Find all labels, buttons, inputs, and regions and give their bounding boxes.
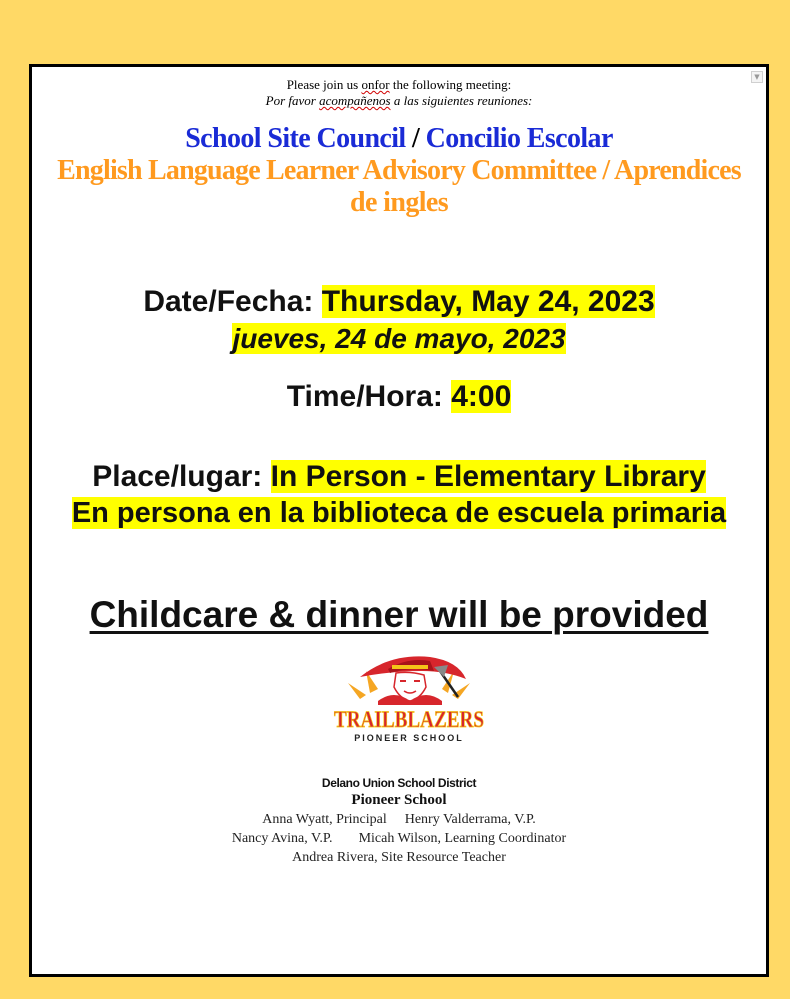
childcare-notice: Childcare & dinner will be provided bbox=[89, 594, 709, 635]
invite-typo: onfor bbox=[361, 77, 390, 92]
council-title bbox=[32, 123, 766, 155]
logo-subtitle: PIONEER SCHOOL bbox=[354, 733, 464, 743]
time-label: Time/Hora: bbox=[286, 380, 452, 413]
elac-title-line2: de ingles bbox=[349, 187, 449, 218]
logo-name: TRAILBLAZERS bbox=[334, 707, 484, 732]
concilio-escolar-title: Concilio Escolar bbox=[425, 123, 613, 154]
meeting-date bbox=[32, 285, 766, 319]
place-value: In Person - Elementary Library bbox=[270, 460, 706, 493]
place-label: Place/lugar: bbox=[92, 460, 271, 493]
invite-line bbox=[32, 77, 766, 93]
staff-line-1 bbox=[32, 812, 766, 828]
invite-prefix: Please join us bbox=[286, 77, 362, 92]
invite-es-suffix: a las siguientes reuniones: bbox=[390, 93, 533, 108]
invite-es-typo: acompañenos bbox=[319, 93, 391, 108]
date-value-spanish: jueves, 24 de mayo, 2023 bbox=[232, 323, 566, 354]
date-label: Date/Fecha: bbox=[143, 285, 322, 318]
invite-line-spanish bbox=[32, 93, 766, 109]
trailblazers-logo-icon bbox=[330, 649, 488, 745]
time-value: 4:00 bbox=[451, 380, 512, 413]
learning-coordinator: Micah Wilson, Learning Coordinator bbox=[358, 831, 567, 846]
place-value-spanish: En persona en la biblioteca de escuela primaria bbox=[71, 497, 727, 529]
vice-principal-1: Henry Valderrama, V.P. bbox=[404, 812, 536, 827]
meeting-place bbox=[32, 460, 766, 494]
meeting-date-spanish bbox=[32, 323, 766, 355]
flyer-document bbox=[29, 64, 769, 977]
school-site-council-title: School Site Council bbox=[185, 123, 406, 154]
staff-line-2 bbox=[32, 831, 766, 847]
meeting-place-spanish bbox=[32, 497, 766, 530]
school-name: Pioneer School bbox=[351, 792, 447, 808]
vice-principal-2: Nancy Avina, V.P. bbox=[231, 831, 333, 846]
staff-line-3: Andrea Rivera, Site Resource Teacher bbox=[292, 850, 506, 865]
elac-title-line1: English Language Learner Advisory Committee / Aprendices bbox=[57, 155, 741, 186]
district-name: Delano Union School District bbox=[321, 776, 477, 790]
scroll-down-icon[interactable]: ▼ bbox=[751, 71, 763, 83]
invite-suffix: the following meeting: bbox=[389, 77, 512, 92]
date-value: Thursday, May 24, 2023 bbox=[321, 285, 655, 318]
meeting-time bbox=[32, 380, 766, 414]
invite-es-prefix: Por favor bbox=[265, 93, 320, 108]
title-separator: / bbox=[405, 123, 426, 154]
principal-name: Anna Wyatt, Principal bbox=[262, 812, 387, 827]
